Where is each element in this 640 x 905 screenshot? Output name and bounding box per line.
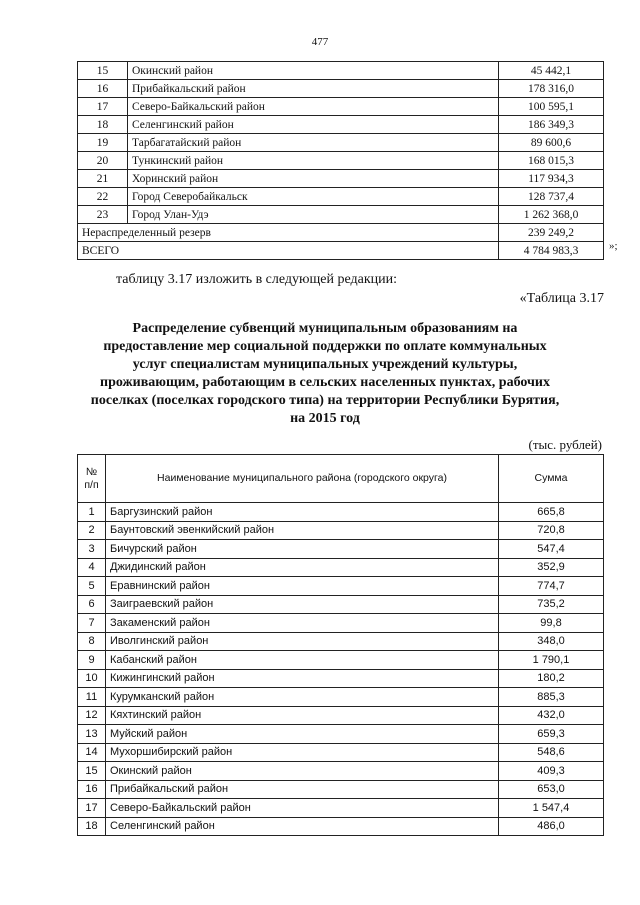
row-sum: 178 316,0 [499, 80, 604, 98]
row-sum: 432,0 [499, 706, 604, 725]
table-label: «Таблица 3.17 [519, 291, 604, 306]
table-row [78, 669, 604, 688]
row-sum: 186 349,3 [499, 116, 604, 134]
district-name: Прибайкальский район [106, 780, 499, 799]
row-sum: 348,0 [499, 632, 604, 651]
continued-subvention-table [77, 61, 604, 260]
row-number: 15 [78, 62, 128, 80]
table-row [78, 577, 604, 596]
row-sum: 128 737,4 [499, 188, 604, 206]
row-number: 20 [78, 152, 128, 170]
reserve-label: Нераспределенный резерв [78, 224, 499, 242]
row-sum: 117 934,3 [499, 170, 604, 188]
row-number: 23 [78, 206, 128, 224]
table-row [78, 651, 604, 670]
row-number: 14 [78, 743, 106, 762]
row-number: 7 [78, 614, 106, 633]
row-number: 5 [78, 577, 106, 596]
table-row [78, 188, 604, 206]
row-sum: 352,9 [499, 558, 604, 577]
district-name: Хоринский район [128, 170, 499, 188]
row-number: 16 [78, 80, 128, 98]
table-row [78, 595, 604, 614]
row-sum: 885,3 [499, 688, 604, 707]
table-row [78, 503, 604, 522]
district-name: Закаменский район [106, 614, 499, 633]
row-number: 17 [78, 98, 128, 116]
header-sum: Сумма [499, 455, 604, 503]
district-name: Еравнинский район [106, 577, 499, 596]
row-sum: 1 262 368,0 [499, 206, 604, 224]
row-number: 1 [78, 503, 106, 522]
row-sum: 486,0 [499, 817, 604, 836]
table-row [78, 62, 604, 80]
distribution-table-body [78, 503, 604, 836]
district-name: Окинский район [106, 762, 499, 781]
district-name: Кабанский район [106, 651, 499, 670]
row-number: 21 [78, 170, 128, 188]
table-row [78, 558, 604, 577]
row-sum: 547,4 [499, 540, 604, 559]
distribution-table [77, 454, 604, 836]
row-number: 18 [78, 116, 128, 134]
table-row [78, 521, 604, 540]
table-row [78, 206, 604, 224]
row-number: 10 [78, 669, 106, 688]
row-number: 2 [78, 521, 106, 540]
row-sum: 548,6 [499, 743, 604, 762]
closing-quote: »; [609, 240, 618, 252]
total-row [78, 242, 604, 260]
row-sum: 89 600,6 [499, 134, 604, 152]
reserve-row [78, 224, 604, 242]
row-number: 22 [78, 188, 128, 206]
district-name: Селенгинский район [128, 116, 499, 134]
row-sum: 180,2 [499, 669, 604, 688]
district-name: Селенгинский район [106, 817, 499, 836]
table-row [78, 688, 604, 707]
table-row [78, 80, 604, 98]
table-row [78, 743, 604, 762]
table-row [78, 706, 604, 725]
table-row [78, 116, 604, 134]
units-label: (тыс. рублей) [528, 437, 602, 452]
row-sum: 45 442,1 [499, 62, 604, 80]
table-row [78, 632, 604, 651]
table-row [78, 540, 604, 559]
district-name: Город Улан-Удэ [128, 206, 499, 224]
table-row [78, 780, 604, 799]
row-sum: 665,8 [499, 503, 604, 522]
table-heading: Распределение субвенций муниципальным образованиям на предоставление мер социальной поддержки по оплате коммунальных услуг специалистам муниципальных учреждений культуры, проживающим, работающим в сельских населенных пунктах, рабочих поселках (поселках городского типа) на территории Республики Бурятия, на 2015 год [90, 321, 560, 426]
row-number: 3 [78, 540, 106, 559]
row-number: 11 [78, 688, 106, 707]
row-number: 16 [78, 780, 106, 799]
table-row [78, 98, 604, 116]
district-name: Кяхтинский район [106, 706, 499, 725]
row-sum: 100 595,1 [499, 98, 604, 116]
row-number: 4 [78, 558, 106, 577]
district-name: Заиграевский район [106, 595, 499, 614]
district-name: Северо-Байкальский район [106, 799, 499, 818]
district-name: Бичурский район [106, 540, 499, 559]
row-number: 13 [78, 725, 106, 744]
row-sum: 653,0 [499, 780, 604, 799]
district-name: Мухоршибирский район [106, 743, 499, 762]
row-sum: 774,7 [499, 577, 604, 596]
table-row [78, 152, 604, 170]
continued-table-body [78, 62, 604, 224]
table-row [78, 799, 604, 818]
row-number: 15 [78, 762, 106, 781]
amendment-instruction: таблицу 3.17 изложить в следующей редакции: [116, 272, 398, 287]
row-number: 6 [78, 595, 106, 614]
district-name: Муйский район [106, 725, 499, 744]
district-name: Тункинский район [128, 152, 499, 170]
row-number: 19 [78, 134, 128, 152]
row-number: 17 [78, 799, 106, 818]
row-sum: 720,8 [499, 521, 604, 540]
row-number: 9 [78, 651, 106, 670]
row-sum: 409,3 [499, 762, 604, 781]
header-number: № п/п [78, 455, 106, 503]
district-name: Баунтовский эвенкийский район [106, 521, 499, 540]
table-row [78, 134, 604, 152]
district-name: Джидинский район [106, 558, 499, 577]
table-row [78, 614, 604, 633]
table-row [78, 762, 604, 781]
row-sum: 1 790,1 [499, 651, 604, 670]
total-label: ВСЕГО [78, 242, 499, 260]
row-sum: 1 547,4 [499, 799, 604, 818]
row-sum: 735,2 [499, 595, 604, 614]
page-number: 477 [311, 36, 329, 48]
district-name: Прибайкальский район [128, 80, 499, 98]
district-name: Окинский район [128, 62, 499, 80]
district-name: Баргузинский район [106, 503, 499, 522]
district-name: Курумканский район [106, 688, 499, 707]
district-name: Тарбагатайский район [128, 134, 499, 152]
district-name: Иволгинский район [106, 632, 499, 651]
table-header-row [78, 455, 604, 503]
row-number: 18 [78, 817, 106, 836]
row-sum: 168 015,3 [499, 152, 604, 170]
total-sum: 4 784 983,3 [499, 242, 604, 260]
row-sum: 659,3 [499, 725, 604, 744]
district-name: Город Северобайкальск [128, 188, 499, 206]
header-district-name: Наименование муниципального района (городского округа) [106, 455, 499, 503]
table-row [78, 170, 604, 188]
table-row [78, 817, 604, 836]
row-number: 12 [78, 706, 106, 725]
district-name: Северо-Байкальский район [128, 98, 499, 116]
row-sum: 99,8 [499, 614, 604, 633]
table-row [78, 725, 604, 744]
reserve-sum: 239 249,2 [499, 224, 604, 242]
row-number: 8 [78, 632, 106, 651]
district-name: Кижингинский район [106, 669, 499, 688]
